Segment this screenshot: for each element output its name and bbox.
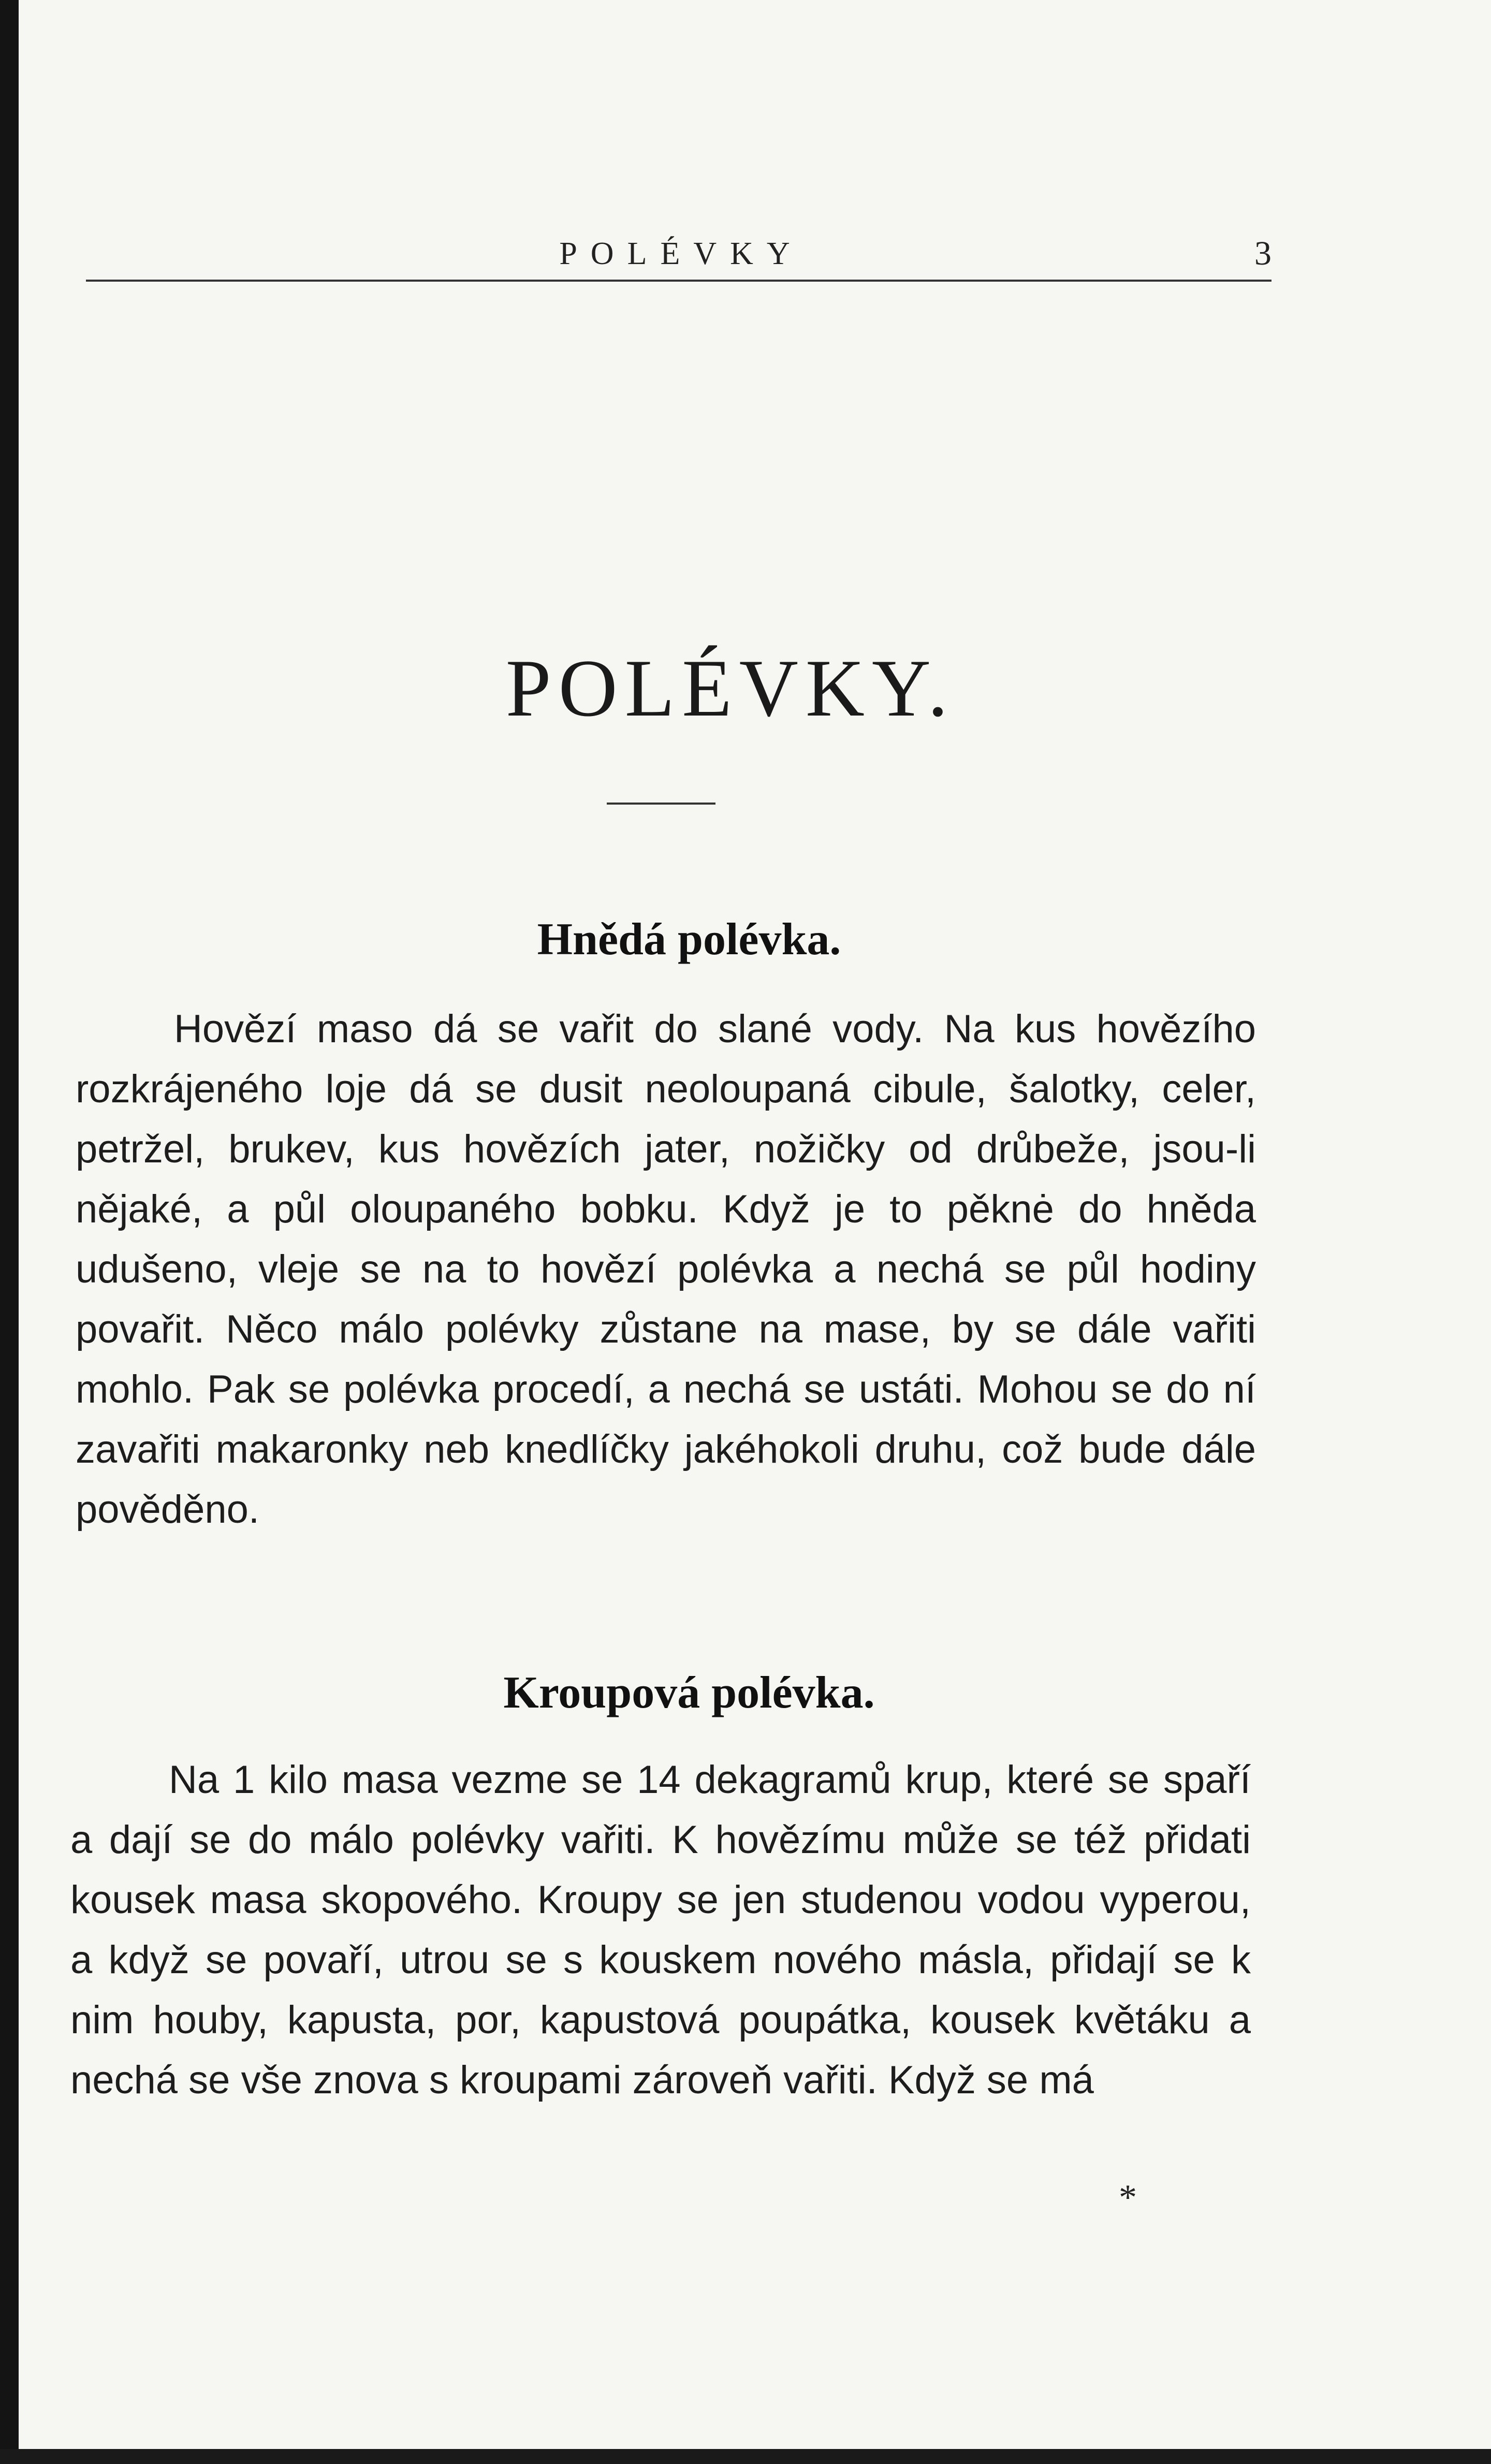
section-heading-kroupova-polevka: Kroupová polévka. [503, 1668, 875, 1718]
section-text-hneda-polevka: Hovězí maso dá se vařit do slané vody. Na kus hovězího rozkrájeného loje dá se dusit neoloupaná cibule, šalotky, celer, petržel, brukev, kus hovězích jater, nožičky od drůbeže, jsou-li nějaké, a půl oloupaného bobku. Když je to pěknė do hněda udušeno, vleje se na to hovězí polévka a nechá se půl hodiny povařit. Něco málo polévky zůstane na mase, by se dále vařiti mohlo. Pak se polévka procedí, a nechá se ustáti. Mohou se do ní zavařiti makaronky neb knedlíčky jakéhokoli druhu, což bude dále pověděno. [76, 1007, 1256, 1532]
page-number: 3 [1254, 235, 1271, 272]
signature-mark: * [1119, 2178, 1137, 2218]
running-head [86, 228, 1277, 280]
title-rule [607, 803, 715, 805]
book-spine-shadow [0, 0, 19, 2464]
header-rule [86, 280, 1271, 282]
section-heading-hneda-polevka: Hnědá polévka. [537, 914, 841, 965]
section-text-kroupova-polevka: Na 1 kilo masa vezme se 14 dekagramů krup, které se spaří a dají se do málo polévky vařiti. K hovězímu může se též přidati kousek masa skopového. Kroupy se jen studenou vodou vyperou, a když se povaří, utrou se s kouskem nového másla, přidají se k nim houby, kapusta, por, kapustová poupátka, kousek květáku a nechá se vše znova s kroupami zároveň vařiti. Když se má [70, 1758, 1251, 2102]
running-title: POLÉVKY [559, 236, 803, 271]
page-bottom-edge [0, 2449, 1491, 2464]
chapter-title: POLÉVKY. [505, 643, 956, 734]
book-page [19, 0, 1491, 2449]
